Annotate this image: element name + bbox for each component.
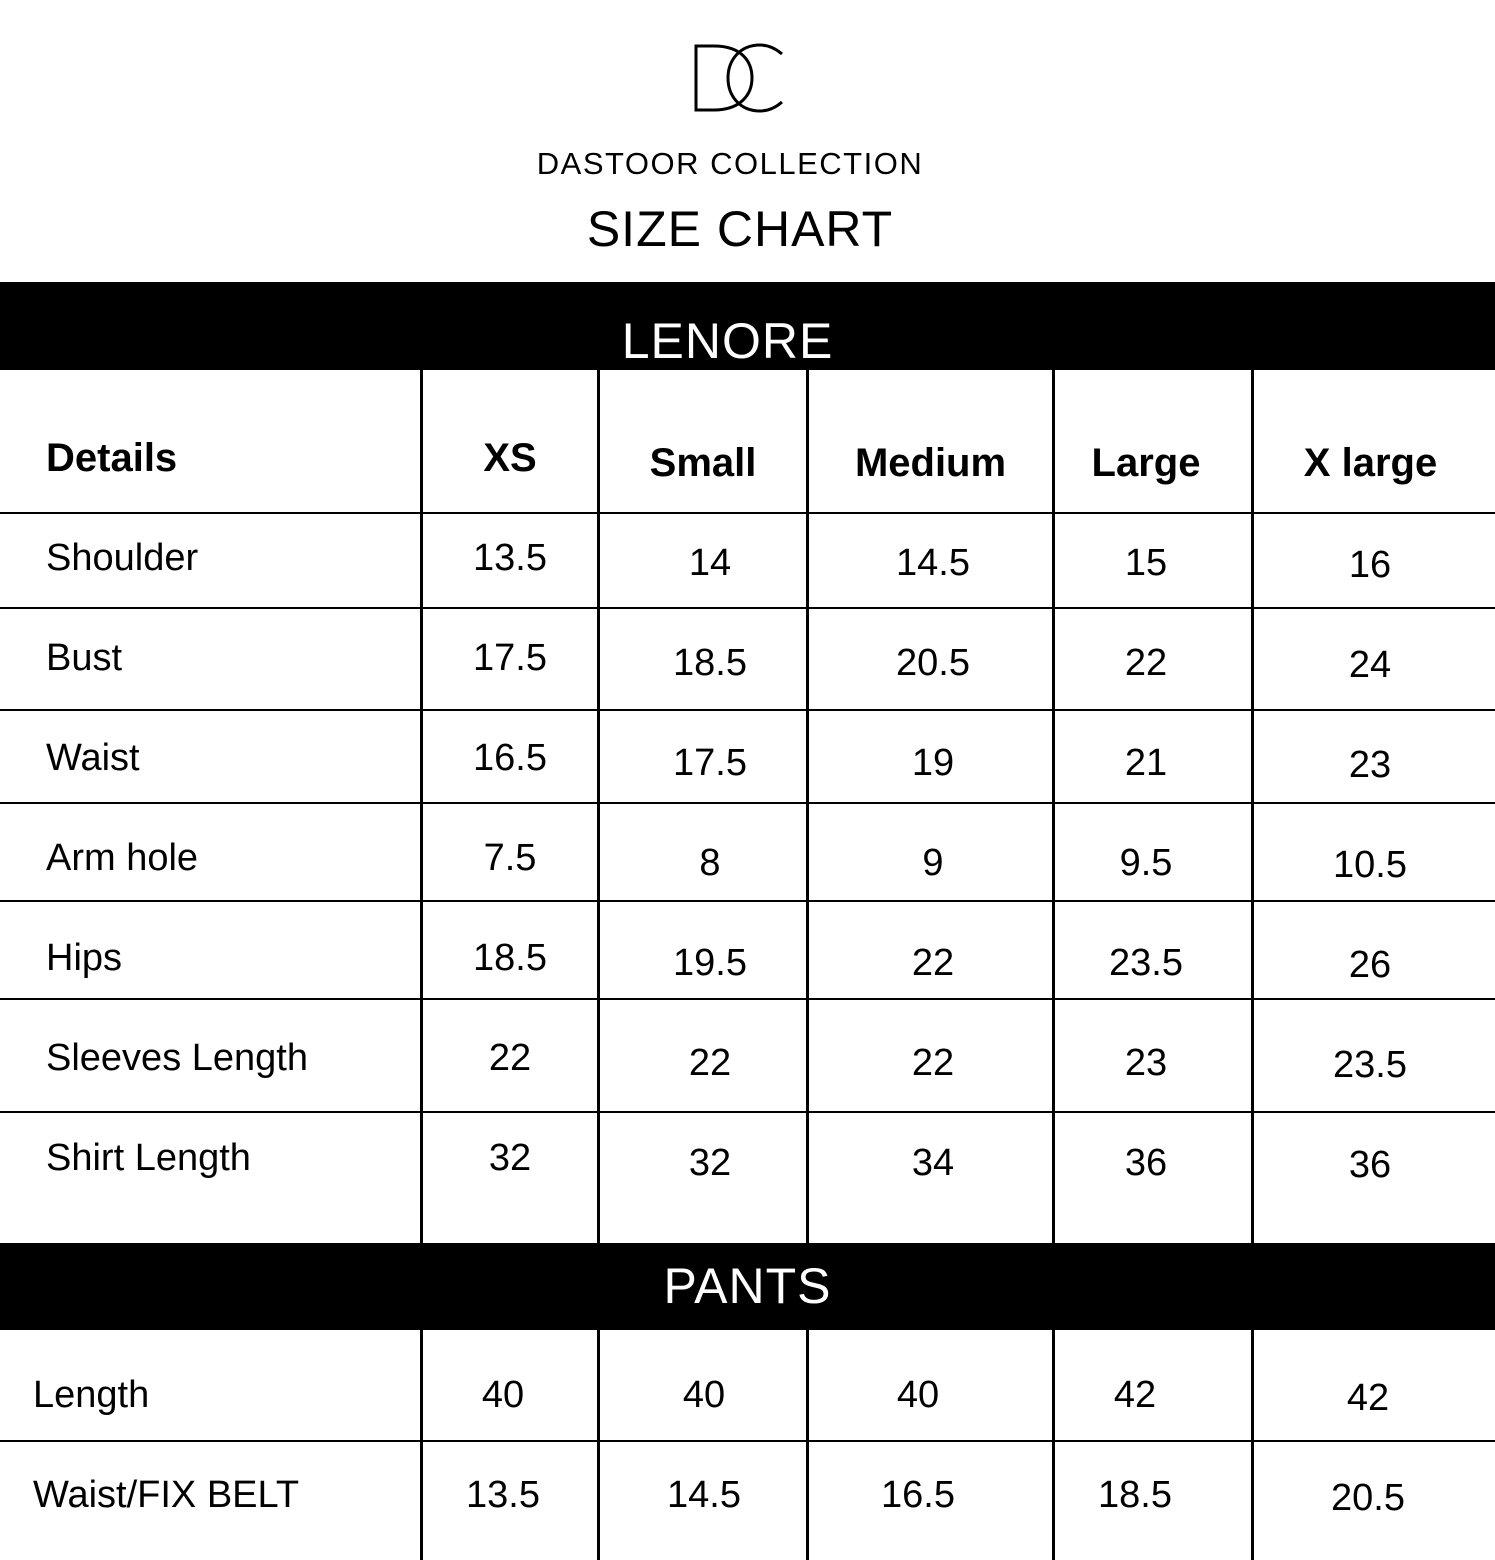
size-value-cell: 42 (1113, 1374, 1157, 1416)
size-value-cell: 17.5 (473, 637, 547, 679)
size-value-cell: 36 (1348, 1144, 1392, 1186)
size-value-cell: 16 (1348, 544, 1392, 586)
dc-monogram-logo (688, 40, 788, 116)
size-value-cell: 18.5 (1098, 1474, 1172, 1516)
row-divider (0, 900, 1495, 902)
page-title: SIZE CHART (586, 201, 894, 257)
column-divider (1251, 1330, 1254, 1560)
column-header-small: Small (649, 441, 757, 485)
pants-section-title: PANTS (663, 1258, 832, 1314)
size-value-cell: 18.5 (673, 642, 747, 684)
column-header-details: Details (46, 436, 178, 480)
size-value-cell: 17.5 (673, 742, 747, 784)
row-divider (0, 1440, 1495, 1442)
size-value-cell: 32 (688, 1142, 732, 1184)
brand-name: DASTOOR COLLECTION (536, 146, 924, 181)
size-value-cell: 9 (922, 842, 944, 884)
lenore-section-title: LENORE (621, 313, 834, 369)
pants-section-header (0, 1243, 1495, 1330)
lenore-section-header (0, 282, 1495, 370)
row-label: Shirt Length (46, 1137, 251, 1179)
size-value-cell: 8 (699, 842, 721, 884)
size-value-cell: 23 (1348, 744, 1392, 786)
column-divider (806, 1330, 809, 1560)
size-value-cell: 16.5 (473, 737, 547, 779)
size-value-cell: 21 (1124, 742, 1168, 784)
row-label: Bust (46, 637, 123, 679)
column-header-medium: Medium (854, 441, 1007, 485)
row-divider (0, 998, 1495, 1000)
size-value-cell: 22 (911, 942, 955, 984)
row-label: Length (33, 1374, 150, 1416)
size-value-cell: 20.5 (1331, 1477, 1405, 1519)
size-value-cell: 24 (1348, 644, 1392, 686)
size-value-cell: 40 (682, 1374, 726, 1416)
column-header-xs: XS (483, 436, 537, 480)
column-header-x-large: X large (1303, 441, 1438, 485)
column-header-large: Large (1091, 441, 1201, 485)
size-value-cell: 7.5 (483, 837, 537, 879)
size-value-cell: 13.5 (466, 1474, 540, 1516)
column-divider (597, 1330, 600, 1560)
row-label: Shoulder (46, 537, 199, 579)
size-value-cell: 18.5 (473, 937, 547, 979)
row-divider (0, 1111, 1495, 1113)
size-value-cell: 40 (896, 1374, 940, 1416)
row-label: Waist/FIX BELT (33, 1474, 300, 1516)
size-value-cell: 42 (1346, 1377, 1390, 1419)
row-label: Hips (46, 937, 123, 979)
size-value-cell: 40 (481, 1374, 525, 1416)
row-label: Waist (46, 737, 140, 779)
size-value-cell: 19.5 (673, 942, 747, 984)
size-value-cell: 19 (911, 742, 955, 784)
size-value-cell: 34 (911, 1142, 955, 1184)
size-value-cell: 15 (1124, 542, 1168, 584)
size-value-cell: 22 (688, 1042, 732, 1084)
size-value-cell: 14 (688, 542, 732, 584)
size-value-cell: 23 (1124, 1042, 1168, 1084)
size-value-cell: 32 (488, 1137, 532, 1179)
size-value-cell: 9.5 (1119, 842, 1173, 884)
size-value-cell: 22 (911, 1042, 955, 1084)
row-divider (0, 709, 1495, 711)
size-value-cell: 14.5 (896, 542, 970, 584)
row-divider (0, 607, 1495, 609)
row-label: Sleeves Length (46, 1037, 308, 1079)
size-value-cell: 10.5 (1333, 844, 1407, 886)
size-value-cell: 13.5 (473, 537, 547, 579)
size-value-cell: 23.5 (1333, 1044, 1407, 1086)
size-value-cell: 26 (1348, 944, 1392, 986)
size-value-cell: 22 (1124, 642, 1168, 684)
size-value-cell: 16.5 (881, 1474, 955, 1516)
size-value-cell: 14.5 (667, 1474, 741, 1516)
size-value-cell: 23.5 (1109, 942, 1183, 984)
size-value-cell: 22 (488, 1037, 532, 1079)
row-label: Arm hole (46, 837, 199, 879)
row-divider (0, 512, 1495, 514)
size-value-cell: 20.5 (896, 642, 970, 684)
row-divider (0, 802, 1495, 804)
size-value-cell: 36 (1124, 1142, 1168, 1184)
